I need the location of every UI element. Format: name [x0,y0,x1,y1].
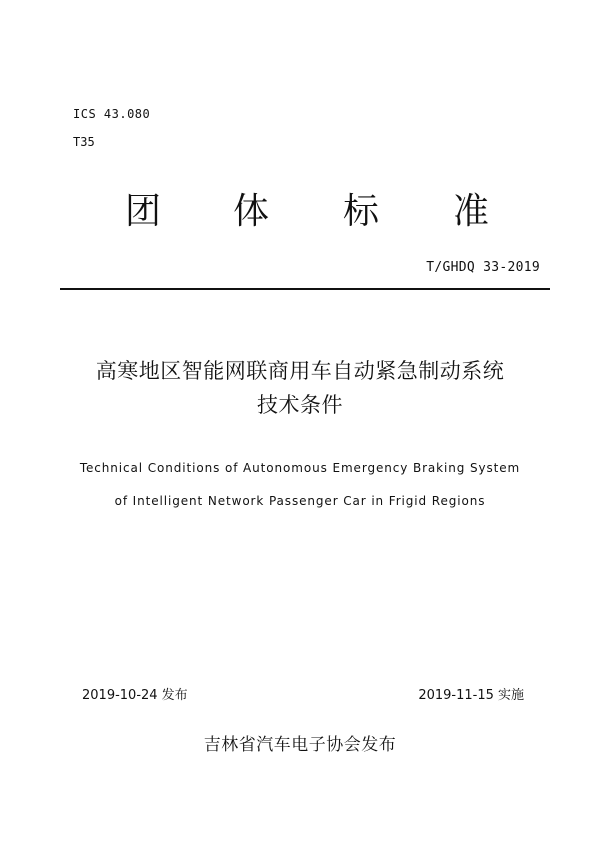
implementation-date: 2019-11-15 实施 [418,688,524,703]
standard-type-char: 准 [453,191,490,232]
ics-code: ICS 43.080 [73,107,151,121]
standard-type-char: 团 [125,191,162,232]
title-english-line-2: of Intelligent Network Passenger Car in Frigid Regions [114,494,486,508]
title-chinese-line-2: 技术条件 [257,393,343,417]
title-english-line-1: Technical Conditions of Autonomous Emergency Braking System [79,461,521,475]
standard-type-char: 体 [233,191,270,232]
ccs-code: T35 [73,135,95,149]
header-divider [60,288,550,290]
standard-type-char: 标 [343,191,380,232]
publisher: 吉林省汽车电子协会发布 [203,735,397,755]
standard-type-heading [0,190,600,240]
standard-number: T/GHDQ 33-2019 [426,260,540,275]
title-chinese-line-1: 高寒地区智能网联商用车自动紧急制动系统 [95,359,505,383]
publish-date: 2019-10-24 发布 [82,688,188,703]
